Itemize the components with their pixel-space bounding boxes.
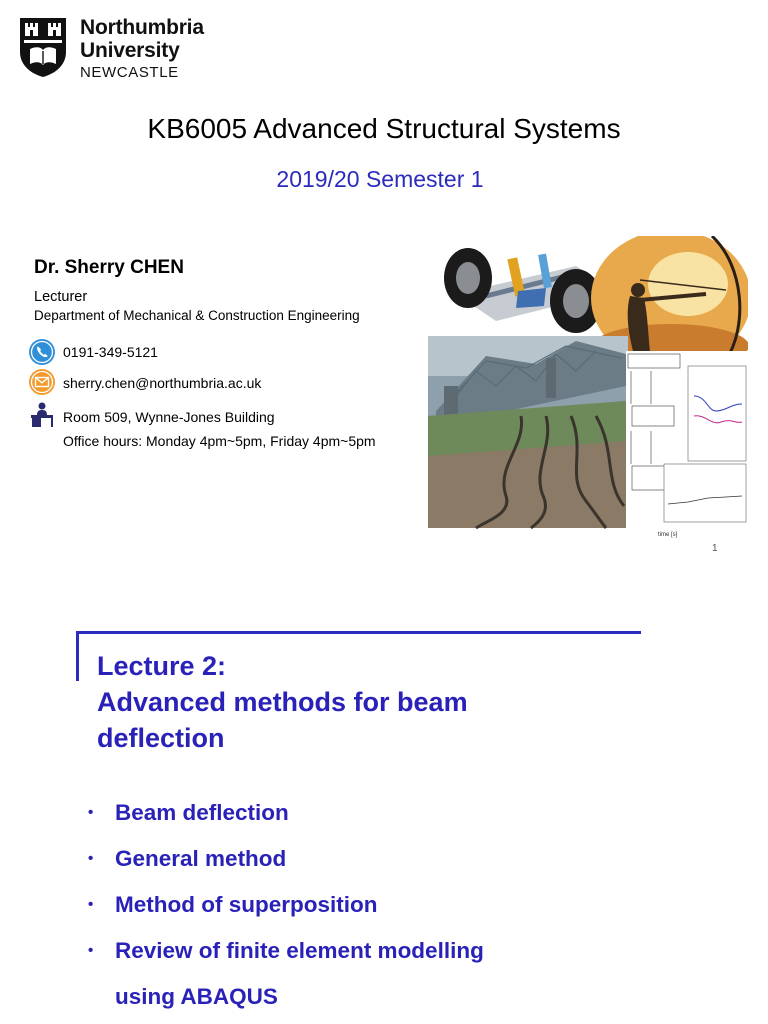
- phone-icon: [28, 338, 56, 366]
- desk-person-icon: [28, 400, 56, 428]
- bullet-dot: •: [88, 942, 94, 959]
- buckled-railway-image: [428, 401, 626, 528]
- office-room: Room 509, Wynne-Jones Building: [63, 409, 275, 425]
- castle-shield-icon: [18, 16, 68, 78]
- phone-number: 0191-349-5121: [63, 344, 158, 360]
- university-logo: [18, 16, 218, 82]
- list-item-continuation: using ABAQUS: [115, 984, 278, 1009]
- semester-label: 2019/20 Semester 1: [276, 166, 484, 192]
- lecture-title: [97, 648, 468, 756]
- bullet-dot: •: [88, 850, 94, 867]
- lecture-title-line2: Advanced methods for beam: [97, 687, 468, 717]
- bullet-dot: •: [88, 804, 94, 821]
- lecture-title-line3: deflection: [97, 723, 225, 753]
- chart-xaxis-label: time [s]: [658, 532, 678, 538]
- logo-line-northumbria: Northumbria: [80, 16, 204, 39]
- list-item: • General method: [88, 836, 484, 882]
- lecture-box-left-border: [76, 631, 79, 681]
- bullet-dot: •: [88, 896, 94, 913]
- lecture-box-top-border: [78, 631, 641, 634]
- lecturer-name: Dr. Sherry CHEN: [34, 257, 184, 278]
- list-item: • Beam deflection: [88, 790, 484, 836]
- list-item: • Review of finite element modelling using ABAQUS: [88, 928, 484, 1020]
- lecturer-department: Department of Mechanical & Construction Engineering: [34, 308, 360, 323]
- email-address: sherry.chen@northumbria.ac.uk: [63, 375, 262, 391]
- logo-wordmark: [80, 16, 204, 83]
- suspension-model-chart: [626, 351, 748, 540]
- list-item: • Method of superposition: [88, 882, 484, 928]
- lecture-title-line1: Lecture 2:: [97, 651, 227, 681]
- lecturer-role: Lecturer: [34, 289, 88, 305]
- logo-line-university: University: [80, 39, 180, 62]
- office-hours: Office hours: Monday 4pm~5pm, Friday 4pm~5pm: [63, 433, 376, 449]
- engineering-collage: [426, 236, 748, 540]
- course-title: KB6005 Advanced Structural Systems: [147, 113, 621, 144]
- topic-list: [88, 790, 484, 1020]
- logo-line-newcastle: NEWCASTLE: [80, 64, 179, 81]
- slide-number: 1: [712, 543, 718, 554]
- email-icon: [28, 368, 56, 396]
